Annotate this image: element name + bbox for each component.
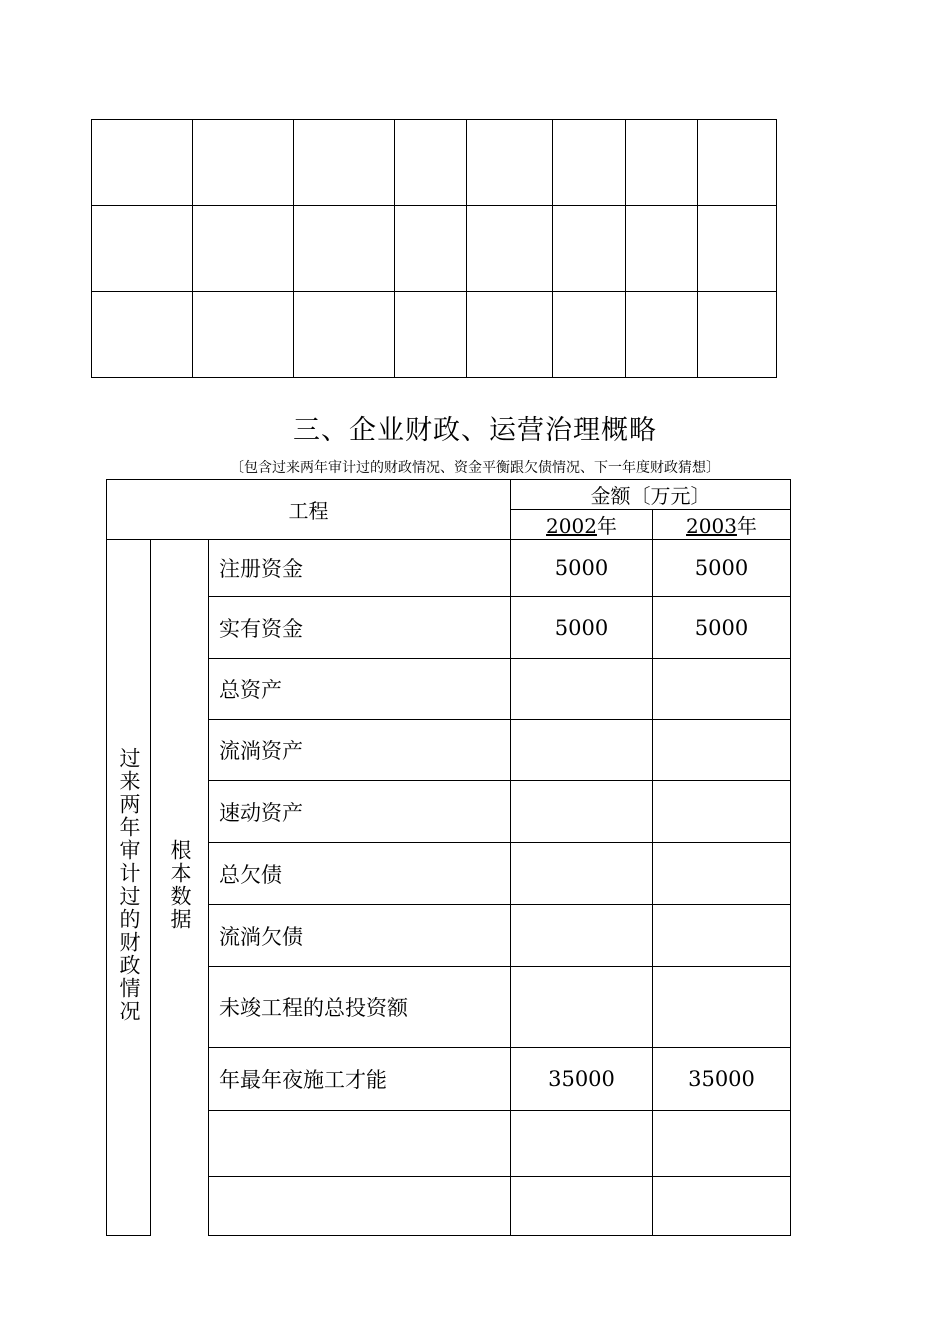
row-item: 流淌欠债 bbox=[209, 905, 511, 967]
row-value-2003 bbox=[653, 659, 791, 720]
table-cell bbox=[467, 206, 553, 292]
row-value-2003 bbox=[653, 781, 791, 843]
row-value-2003 bbox=[653, 720, 791, 781]
row-item: 速动资产 bbox=[209, 781, 511, 843]
table-cell bbox=[698, 206, 777, 292]
row-item: 注册资金 bbox=[209, 540, 511, 597]
table-cell bbox=[553, 206, 626, 292]
table-row bbox=[107, 659, 791, 720]
table-row bbox=[107, 720, 791, 781]
row-value-2003 bbox=[653, 1111, 791, 1177]
table-cell bbox=[193, 206, 294, 292]
row-value-2002 bbox=[511, 967, 653, 1048]
year-suffix: 年 bbox=[736, 514, 757, 538]
table-row bbox=[107, 905, 791, 967]
table-cell bbox=[626, 292, 698, 378]
table-cell bbox=[395, 206, 467, 292]
table-cell bbox=[395, 292, 467, 378]
table-cell bbox=[553, 292, 626, 378]
table-cell bbox=[626, 206, 698, 292]
table-row bbox=[107, 781, 791, 843]
row-value-2003 bbox=[653, 905, 791, 967]
table-row bbox=[107, 1048, 791, 1111]
group-inner-cell bbox=[151, 540, 209, 1236]
group-outer-cell bbox=[107, 540, 151, 1236]
row-value-2003: 5000 bbox=[653, 540, 791, 597]
row-value-2002 bbox=[511, 843, 653, 905]
table-cell bbox=[294, 120, 395, 206]
row-value-2002 bbox=[511, 720, 653, 781]
row-value-2003 bbox=[653, 1177, 791, 1236]
section-title: 三、企业财政、运营治理概略 bbox=[293, 415, 657, 446]
table-row bbox=[107, 967, 791, 1048]
row-item: 未竣工程的总投资额 bbox=[209, 967, 511, 1048]
table-row bbox=[107, 1111, 791, 1177]
row-value-2002: 5000 bbox=[511, 540, 653, 597]
row-item: 流淌资产 bbox=[209, 720, 511, 781]
table-cell bbox=[467, 292, 553, 378]
year-2002-number: 2002 bbox=[546, 514, 597, 538]
year-suffix: 年 bbox=[596, 514, 617, 538]
header-year-2003 bbox=[653, 510, 791, 540]
header-row bbox=[107, 480, 791, 510]
table-cell bbox=[92, 292, 193, 378]
section-note: 〔包含过来两年审计过的财政情况、资金平衡跟欠债情况、下一年度财政猜想〕 bbox=[230, 460, 720, 476]
row-value-2003 bbox=[653, 967, 791, 1048]
row-value-2002: 35000 bbox=[511, 1048, 653, 1111]
row-value-2003: 35000 bbox=[653, 1048, 791, 1111]
table-row bbox=[107, 597, 791, 659]
row-value-2003: 5000 bbox=[653, 597, 791, 659]
row-value-2002 bbox=[511, 1177, 653, 1236]
table-cell bbox=[92, 120, 193, 206]
row-item bbox=[209, 1177, 511, 1236]
header-year-2002 bbox=[511, 510, 653, 540]
table-cell bbox=[467, 120, 553, 206]
table-cell bbox=[626, 120, 698, 206]
row-value-2002 bbox=[511, 659, 653, 720]
row-value-2002 bbox=[511, 905, 653, 967]
table-cell bbox=[193, 292, 294, 378]
table-cell bbox=[395, 120, 467, 206]
table-row bbox=[92, 206, 777, 292]
row-value-2003 bbox=[653, 843, 791, 905]
financial-table bbox=[106, 479, 791, 1236]
table-row bbox=[92, 120, 777, 206]
group-inner-label: 根本数据 bbox=[168, 839, 192, 932]
table-cell bbox=[698, 120, 777, 206]
row-item: 总资产 bbox=[209, 659, 511, 720]
row-item: 实有资金 bbox=[209, 597, 511, 659]
table-row bbox=[107, 540, 791, 597]
header-item: 工程 bbox=[107, 480, 511, 540]
table-cell bbox=[553, 120, 626, 206]
group-outer-label: 过来两年审计过的财政情况 bbox=[117, 747, 141, 1023]
table-cell bbox=[698, 292, 777, 378]
table-row bbox=[107, 843, 791, 905]
row-value-2002 bbox=[511, 1111, 653, 1177]
year-2003-number: 2003 bbox=[686, 514, 737, 538]
empty-grid-table bbox=[91, 119, 777, 378]
row-value-2002 bbox=[511, 781, 653, 843]
row-value-2002: 5000 bbox=[511, 597, 653, 659]
row-item: 总欠债 bbox=[209, 843, 511, 905]
header-amount: 金额〔万元〕 bbox=[511, 480, 791, 510]
row-item bbox=[209, 1111, 511, 1177]
table-cell bbox=[294, 292, 395, 378]
table-cell bbox=[193, 120, 294, 206]
table-row bbox=[107, 1177, 791, 1236]
table-cell bbox=[92, 206, 193, 292]
table-row bbox=[92, 292, 777, 378]
row-item: 年最年夜施工才能 bbox=[209, 1048, 511, 1111]
table-cell bbox=[294, 206, 395, 292]
